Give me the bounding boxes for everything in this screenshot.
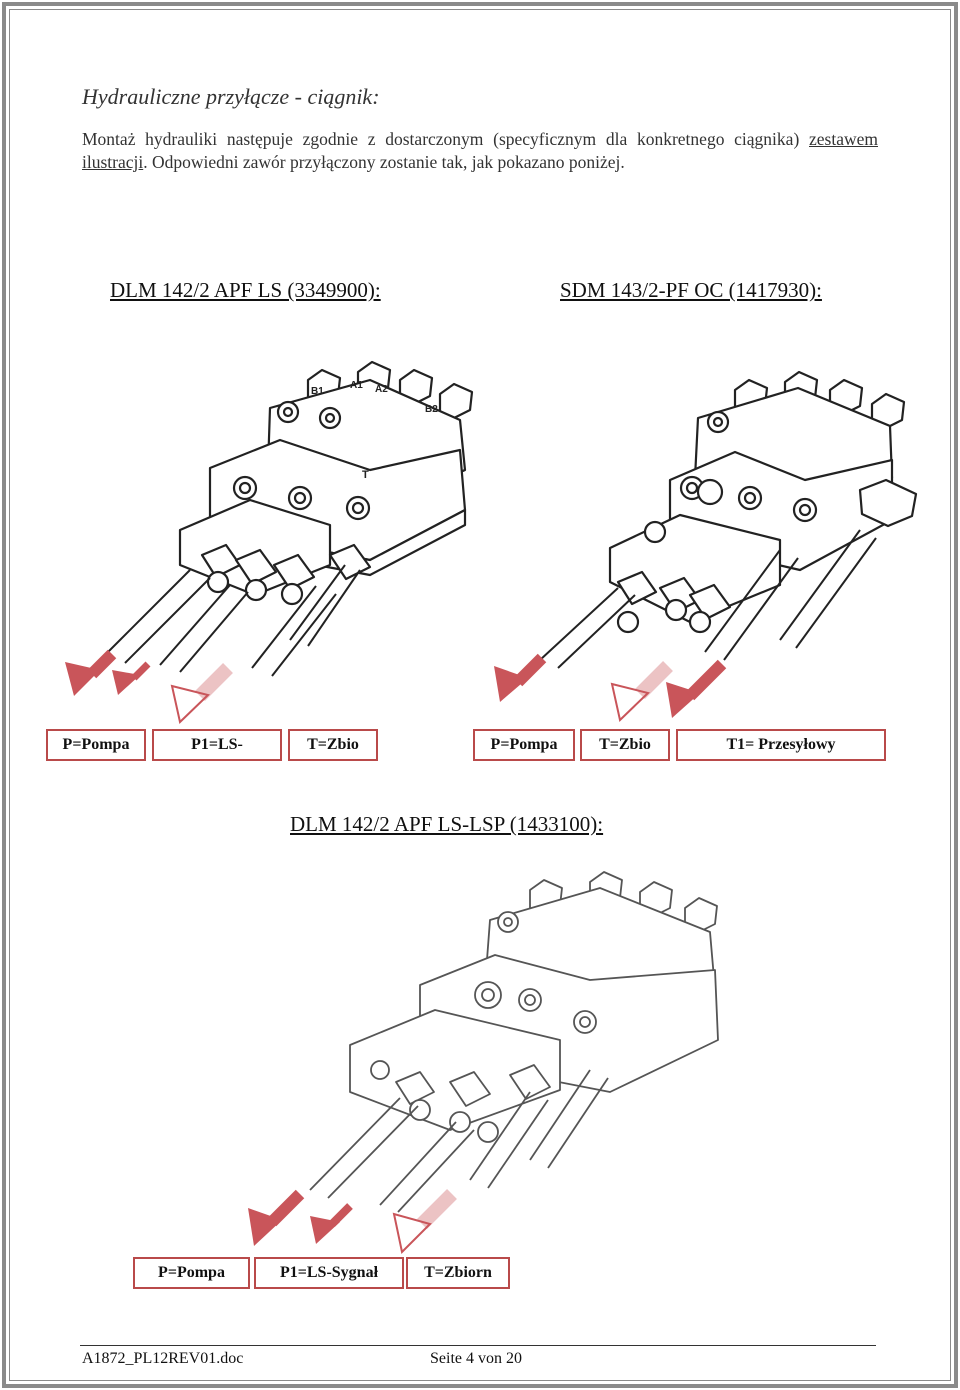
marking-b2: B2 — [425, 404, 438, 415]
valve-1-label-pompa: P=Pompa — [46, 729, 146, 761]
valve-1-drawing — [40, 350, 480, 730]
valve-2-drawing — [480, 360, 920, 730]
marking-t: T — [362, 469, 369, 481]
marking-b1: B1 — [311, 386, 324, 397]
section-heading: Hydrauliczne przyłącze - ciągnik: — [82, 84, 380, 109]
valve-1-label-zbio: T=Zbio — [288, 729, 378, 761]
valve-3-label-pompa: P=Pompa — [133, 1257, 250, 1289]
paragraph-text-1: Montaż hydrauliki następuje zgodnie z dostarczonym (specyficznym dla konkretnego ciągnika) — [82, 129, 809, 149]
illustrations-link[interactable]: zestawem ilustracji — [82, 129, 878, 172]
paragraph-text-2: . Odpowiedni zawór przyłączony zostanie tak, jak pokazano poniżej. — [143, 152, 625, 172]
valve-3-label-ls-sygnal: P1=LS-Sygnał — [254, 1257, 404, 1289]
valve-3-title: DLM 142/2 APF LS-LSP (1433100): — [290, 812, 604, 836]
marking-a2: A2 — [375, 384, 388, 395]
valve-2-label-zbio: T=Zbio — [580, 729, 670, 761]
valve-3-drawing — [230, 860, 730, 1255]
valve-2-title: SDM 143/2-PF OC (1417930): — [560, 278, 822, 302]
valve-1-label-ls: P1=LS- — [152, 729, 282, 761]
footer-page-number: Seite 4 von 20 — [430, 1350, 522, 1367]
valve-1-title: DLM 142/2 APF LS (3349900): — [110, 278, 381, 302]
valve-2-arrows — [494, 658, 722, 720]
valve-1-arrows — [65, 654, 228, 722]
valve-2-label-pompa: P=Pompa — [473, 729, 575, 761]
marking-a1: A1 — [350, 380, 363, 391]
footer-doc-name: A1872_PL12REV01.doc — [82, 1350, 244, 1367]
intro-paragraph — [82, 128, 878, 174]
footer-divider — [80, 1345, 876, 1346]
valve-3-label-zbiorn: T=Zbiorn — [406, 1257, 510, 1289]
valve-2-label-przesylowy: T1= Przesyłowy — [676, 729, 886, 761]
valve-3-arrows — [248, 1194, 452, 1252]
